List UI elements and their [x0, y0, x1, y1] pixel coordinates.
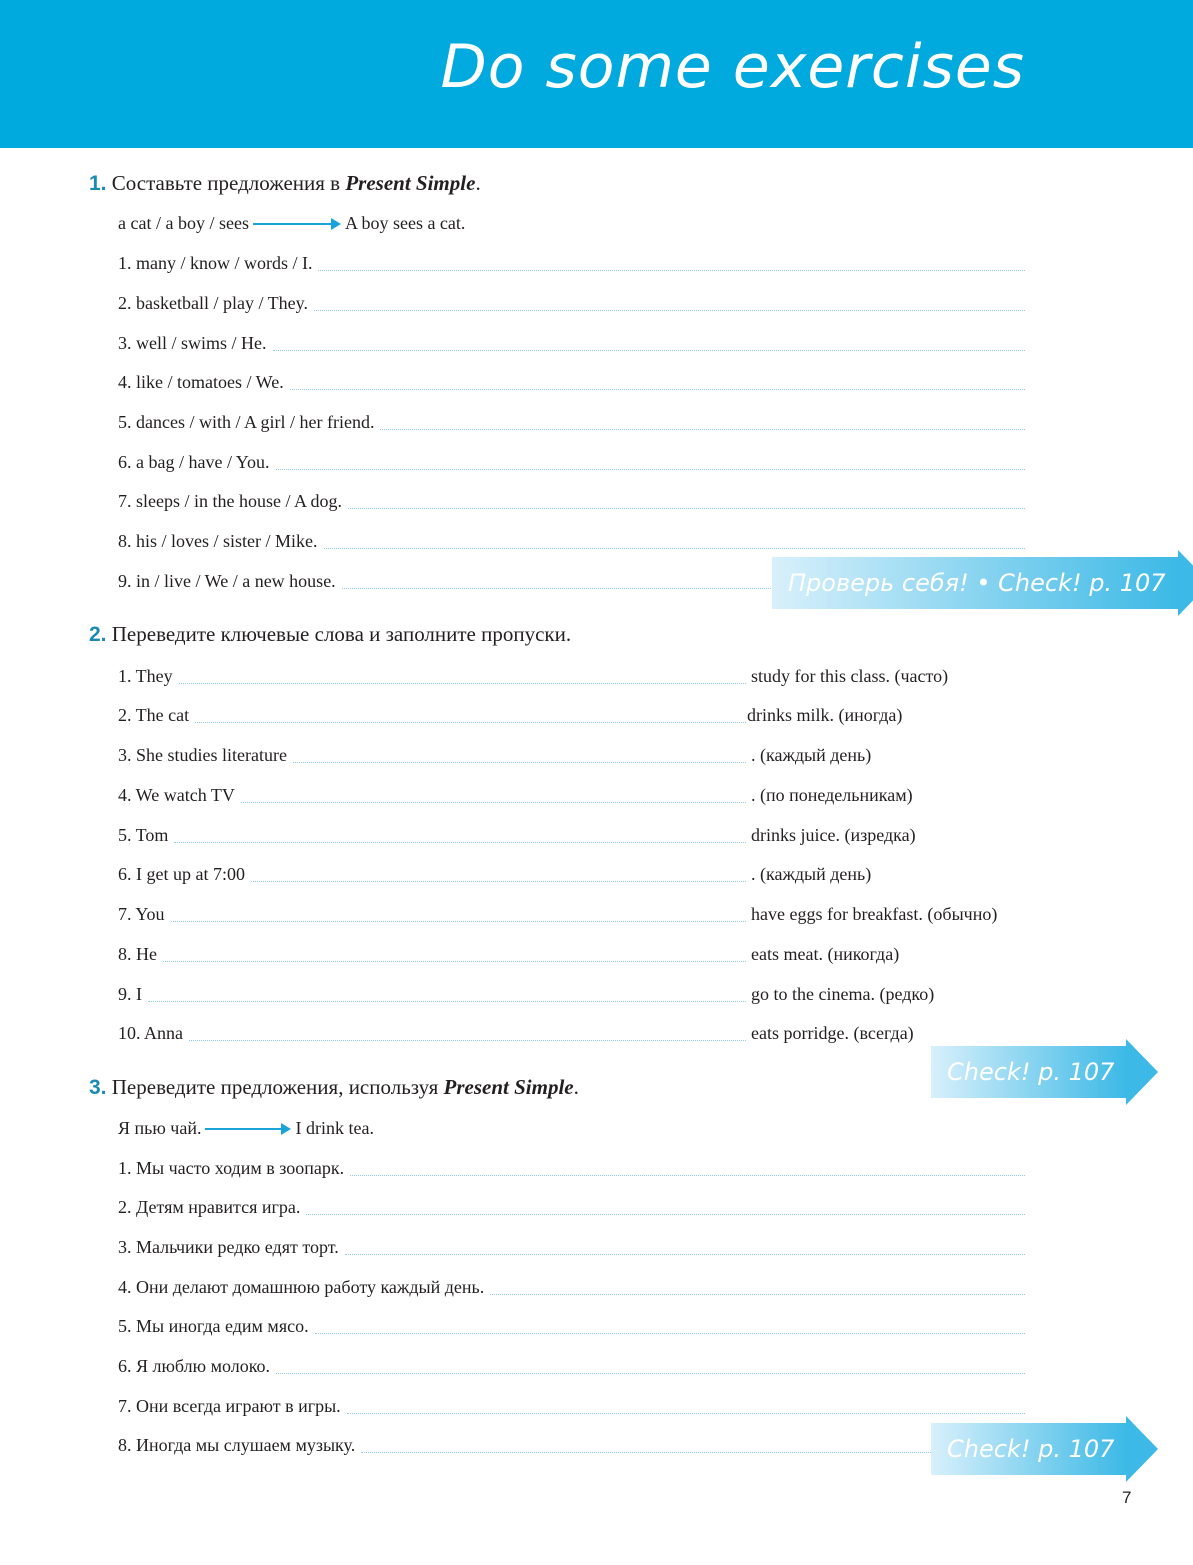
task-3-item[interactable] — [118, 1155, 1025, 1179]
item-text: 4. like / tomatoes / We. — [118, 372, 284, 392]
task-1-example — [118, 213, 465, 234]
task-2-item[interactable] — [118, 663, 758, 687]
answer-line[interactable] — [361, 1451, 1025, 1453]
task-emphasis: Present Simple — [443, 1075, 574, 1099]
example-right: A boy sees a cat. — [344, 213, 466, 233]
item-suffix: . (каждый день) — [751, 745, 872, 765]
answer-line[interactable] — [174, 841, 746, 843]
answer-line[interactable] — [345, 1253, 1025, 1255]
item-text: 3. She studies literature — [118, 745, 287, 765]
task-1-item[interactable] — [118, 330, 1025, 354]
task-2-heading — [89, 622, 571, 647]
item-text: 6. Я люблю молоко. — [118, 1356, 271, 1376]
item-text: 6. I get up at 7:00 — [118, 864, 245, 884]
item-text: 9. I — [118, 984, 142, 1004]
task-3-item[interactable] — [118, 1353, 1025, 1377]
answer-line[interactable] — [195, 721, 746, 723]
item-text: 10. Anna — [118, 1023, 183, 1043]
item-text: 8. his / loves / sister / Mike. — [118, 531, 318, 551]
item-text: 3. well / swims / He. — [118, 333, 267, 353]
answer-line[interactable] — [241, 801, 746, 803]
page-title: Do some exercises — [440, 32, 1025, 102]
arrow-icon — [205, 1128, 289, 1130]
task-2-item[interactable] — [118, 861, 758, 885]
check-label: Check! p. 107 — [931, 1423, 1126, 1475]
task-2-item[interactable] — [118, 901, 758, 925]
task-3-item[interactable] — [118, 1234, 1025, 1258]
task-text: Составьте предложения в — [111, 171, 346, 195]
task-2-item[interactable] — [118, 742, 758, 766]
task-1-heading — [89, 171, 481, 196]
item-suffix: study for this class. (часто) — [751, 666, 949, 686]
task-3-item[interactable] — [118, 1432, 1025, 1456]
answer-line[interactable] — [315, 1332, 1025, 1334]
check-link-task-2[interactable] — [931, 1046, 1158, 1098]
item-text: 4. Они делают домашнюю работу каждый день. — [118, 1277, 485, 1297]
item-suffix: eats meat. (никогда) — [751, 944, 900, 964]
task-end: . — [475, 171, 481, 195]
task-3-item[interactable] — [118, 1274, 1025, 1298]
task-2-item[interactable] — [118, 782, 758, 806]
task-1-item[interactable] — [118, 290, 1025, 314]
task-3-item[interactable] — [118, 1313, 1025, 1337]
item-suffix: . (каждый день) — [751, 864, 872, 884]
answer-line[interactable] — [290, 388, 1025, 390]
task-1-item[interactable] — [118, 449, 1025, 473]
task-2-item[interactable] — [118, 1020, 758, 1044]
task-3-heading — [89, 1075, 579, 1100]
example-right: I drink tea. — [295, 1118, 374, 1138]
task-2-item[interactable] — [118, 822, 758, 846]
item-text: 2. The cat — [118, 705, 190, 725]
item-text: 5. dances / with / A girl / her friend. — [118, 412, 375, 432]
example-left: Я пью чай. — [118, 1118, 202, 1138]
item-suffix: drinks milk. (иногда) — [747, 705, 903, 725]
arrow-right-icon — [1178, 550, 1193, 616]
answer-line[interactable] — [179, 682, 746, 684]
item-text: 5. Мы иногда едим мясо. — [118, 1316, 309, 1336]
item-text: 8. Иногда мы слушаем музыку. — [118, 1435, 356, 1455]
task-number: 2. — [89, 623, 107, 646]
item-text: 7. sleeps / in the house / A dog. — [118, 491, 342, 511]
task-number: 3. — [89, 1076, 107, 1099]
task-emphasis: Present Simple — [345, 171, 476, 195]
item-text: 1. many / know / words / I. — [118, 253, 313, 273]
arrow-right-icon — [1126, 1416, 1158, 1482]
arrow-right-icon — [1126, 1039, 1158, 1105]
task-2-item[interactable] — [118, 941, 758, 965]
answer-line[interactable] — [276, 1372, 1025, 1374]
answer-line[interactable] — [251, 880, 746, 882]
answer-line[interactable] — [314, 309, 1025, 311]
task-1-item[interactable] — [118, 528, 1025, 552]
answer-line[interactable] — [189, 1039, 746, 1041]
item-text: 8. He — [118, 944, 157, 964]
answer-line[interactable] — [276, 468, 1026, 470]
task-1-item[interactable] — [118, 409, 1025, 433]
answer-line[interactable] — [148, 1000, 746, 1002]
answer-line[interactable] — [324, 547, 1026, 549]
item-text: 2. Детям нравится игра. — [118, 1197, 301, 1217]
answer-line[interactable] — [490, 1293, 1025, 1295]
header-banner — [0, 0, 1193, 148]
task-1-item[interactable] — [118, 488, 1025, 512]
item-text: 7. Они всегда играют в игры. — [118, 1396, 341, 1416]
task-2-item[interactable] — [118, 981, 758, 1005]
item-text: 1. Мы часто ходим в зоопарк. — [118, 1158, 345, 1178]
task-1-item[interactable] — [118, 250, 1025, 274]
check-label: Проверь себя! • Check! p. 107 — [772, 557, 1178, 609]
page-number: 7 — [1122, 1488, 1132, 1507]
task-end: . — [573, 1075, 579, 1099]
item-text: 2. basketball / play / They. — [118, 293, 308, 313]
answer-line[interactable] — [306, 1213, 1025, 1215]
example-left: a cat / a boy / sees — [118, 213, 249, 233]
item-text: 1. They — [118, 666, 173, 686]
item-text: 9. in / live / We / a new house. — [118, 571, 336, 591]
answer-line[interactable] — [348, 507, 1025, 509]
answer-line[interactable] — [273, 349, 1026, 351]
item-suffix: . (по понедельникам) — [751, 785, 913, 805]
task-3-item[interactable] — [118, 1393, 1025, 1417]
item-suffix: eats porridge. (всегда) — [751, 1023, 914, 1043]
item-text: 6. a bag / have / You. — [118, 452, 270, 472]
task-2-item[interactable] — [118, 702, 758, 726]
answer-line[interactable] — [163, 960, 746, 962]
task-3-item[interactable] — [118, 1194, 1025, 1218]
check-link-task-1[interactable] — [772, 557, 1193, 609]
answer-line[interactable] — [347, 1412, 1025, 1414]
item-suffix: have eggs for breakfast. (обычно) — [751, 904, 998, 924]
check-link-task-3[interactable] — [931, 1423, 1158, 1475]
answer-line[interactable] — [171, 920, 746, 922]
item-suffix: drinks juice. (изредка) — [751, 825, 916, 845]
arrow-icon — [253, 223, 339, 225]
answer-line[interactable] — [380, 428, 1025, 430]
item-text: 5. Tom — [118, 825, 169, 845]
task-text: Переведите ключевые слова и заполните пропуски. — [111, 622, 572, 646]
task-3-example — [118, 1118, 374, 1139]
item-text: 4. We watch TV — [118, 785, 235, 805]
answer-line[interactable] — [293, 761, 746, 763]
check-label: Check! p. 107 — [931, 1046, 1126, 1098]
item-text: 7. You — [118, 904, 165, 924]
item-suffix: go to the cinema. (редко) — [751, 984, 935, 1004]
answer-line[interactable] — [350, 1174, 1025, 1176]
task-1-item[interactable] — [118, 369, 1025, 393]
task-text: Переведите предложения, используя — [111, 1075, 444, 1099]
answer-line[interactable] — [318, 269, 1025, 271]
item-text: 3. Мальчики редко едят торт. — [118, 1237, 339, 1257]
task-number: 1. — [89, 172, 107, 195]
